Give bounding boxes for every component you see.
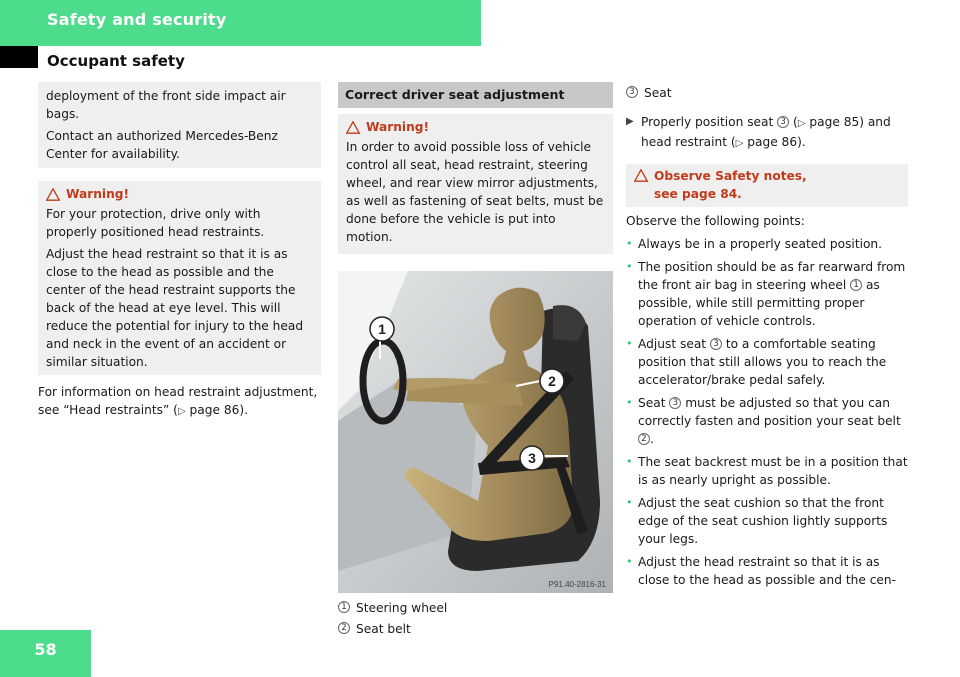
warning-text: In order to avoid possible loss of vehicle control all seat, head restraint, steering wheel, and rear view mirror adjustments, as well as fastening of seat belts, must be done before the vehicle is put into motion.	[346, 140, 604, 244]
intro-text-2: Contact an authorized Mercedes-Benz Center for availability.	[46, 129, 278, 161]
column-middle	[338, 82, 613, 638]
legend-number-1: 1	[338, 601, 350, 613]
step-text	[641, 113, 908, 153]
info-text: For information on head restraint adjustment, see “Head restraints” (	[38, 385, 318, 417]
callout-2-label: 2	[548, 373, 556, 389]
list-item	[626, 494, 908, 548]
bullet-4-end: .	[650, 432, 654, 446]
column-left	[38, 82, 321, 421]
legend-item-3	[626, 84, 908, 102]
warning-title: Warning!	[366, 120, 430, 134]
observe-title[interactable]: Observe Safety notes, see page 84.	[654, 169, 807, 201]
list-item	[626, 394, 908, 448]
seat-number: 3	[710, 338, 722, 350]
observe-heading	[634, 167, 900, 203]
reference-triangle-icon: ▷	[177, 406, 186, 417]
driver-seat-drawing	[338, 271, 613, 593]
bullet-dot-icon: •	[626, 496, 633, 509]
legend-number-3: 3	[626, 86, 638, 98]
warning-title: Warning!	[66, 187, 130, 201]
bullet-dot-icon: •	[626, 396, 633, 409]
list-item	[626, 235, 908, 253]
bullet-4-start: Seat	[638, 396, 670, 410]
legend-label-1: Steering wheel	[356, 601, 448, 615]
callout-1-label: 1	[378, 321, 386, 337]
head-restraint-warning	[38, 181, 321, 375]
warning-heading	[346, 118, 605, 136]
reference-triangle-icon: ▷	[797, 118, 806, 129]
section-title: Safety and security	[47, 10, 227, 29]
bullet-text-7: Adjust the head restraint so that it is as close to the head as possible and the cen-	[638, 555, 897, 587]
head-restraint-info	[38, 383, 321, 421]
bullet-2-end: as possible, while still permitting proper operation of vehicle controls.	[638, 278, 880, 328]
callout-3-label: 3	[528, 450, 536, 466]
info-page-ref[interactable]: page 86).	[185, 403, 248, 417]
warning-triangle-icon	[46, 188, 60, 201]
bullet-3-end: to a comfortable seating position that still allows you to reach the accelerator/brake pedal safely.	[638, 337, 887, 387]
warning-triangle-icon	[634, 169, 648, 182]
bullet-dot-icon: •	[626, 455, 633, 468]
steering-wheel-number: 1	[850, 279, 862, 291]
step-text-start: Properly position seat	[641, 115, 778, 129]
bullet-text-2	[638, 258, 908, 330]
warning-paragraph-1: For your protection, drive only with properly positioned head restraints.	[46, 207, 265, 239]
bullet-dot-icon: •	[626, 237, 633, 250]
image-code: P91.40-2816-31	[548, 580, 606, 589]
warning-paragraph-2: Adjust the head restraint so that it is as close to the head as possible and the center of the head restraint supports the back of the head at eye level. This will reduce the potential for injury to the head and neck in the event of an accident or similar situation.	[46, 247, 304, 369]
observe-safety-notes	[626, 164, 908, 207]
intro-panel	[38, 82, 321, 168]
seat-step	[626, 113, 908, 153]
step-seat-number: 3	[777, 116, 789, 128]
seat-belt-number: 2	[638, 433, 650, 445]
warning-heading	[46, 185, 313, 203]
legend-label-3: Seat	[644, 86, 672, 100]
bullet-text-1: Always be in a properly seated position.	[638, 237, 883, 251]
bullet-3-start: Adjust seat	[638, 337, 710, 351]
list-item	[626, 335, 908, 389]
bullet-dot-icon: •	[626, 337, 633, 350]
bullet-text-5: The seat backrest must be in a position that is as nearly upright as possible.	[638, 455, 908, 487]
subsection-title: Occupant safety	[47, 52, 185, 70]
step-page-ref[interactable]: page 85) and head restraint (	[641, 115, 891, 149]
bullet-text-3	[638, 335, 908, 389]
page-number: 58	[34, 640, 57, 659]
column-right	[626, 82, 908, 589]
step-arrow-icon: ▶	[626, 116, 634, 127]
section-heading: Correct driver seat adjustment	[338, 82, 613, 108]
bullet-4-mid: must be adjusted so that you can correctly fasten and position your seat belt	[638, 396, 901, 428]
list-item	[626, 553, 908, 589]
step-text-mid: (	[789, 115, 798, 129]
legend-number-2: 2	[338, 622, 350, 634]
list-item	[626, 258, 908, 330]
legend-label-2: Seat belt	[356, 622, 411, 636]
legend-item-1	[338, 599, 613, 617]
legend-item-2	[338, 620, 613, 638]
header-marker	[0, 46, 38, 68]
step-page-ref-2[interactable]: page 86).	[743, 135, 806, 149]
intro-text-1: deployment of the front side impact air bags.	[46, 89, 286, 121]
figure-legend	[338, 599, 613, 638]
points-intro: Observe the following points:	[626, 214, 805, 228]
list-item	[626, 453, 908, 489]
warning-triangle-icon	[346, 121, 360, 134]
bullet-2-start: The position should be as far rearward from the front air bag in steering wheel	[638, 260, 906, 292]
seat-adjustment-warning	[338, 114, 613, 254]
reference-triangle-icon: ▷	[735, 138, 744, 149]
seat-number: 3	[669, 397, 681, 409]
bullet-dot-icon: •	[626, 260, 633, 273]
bullet-text-4	[638, 394, 908, 448]
bullet-text-6: Adjust the seat cushion so that the front edge of the seat cushion lightly supports your legs.	[638, 496, 888, 546]
bullet-dot-icon: •	[626, 555, 633, 568]
driver-seat-illustration	[338, 271, 613, 593]
